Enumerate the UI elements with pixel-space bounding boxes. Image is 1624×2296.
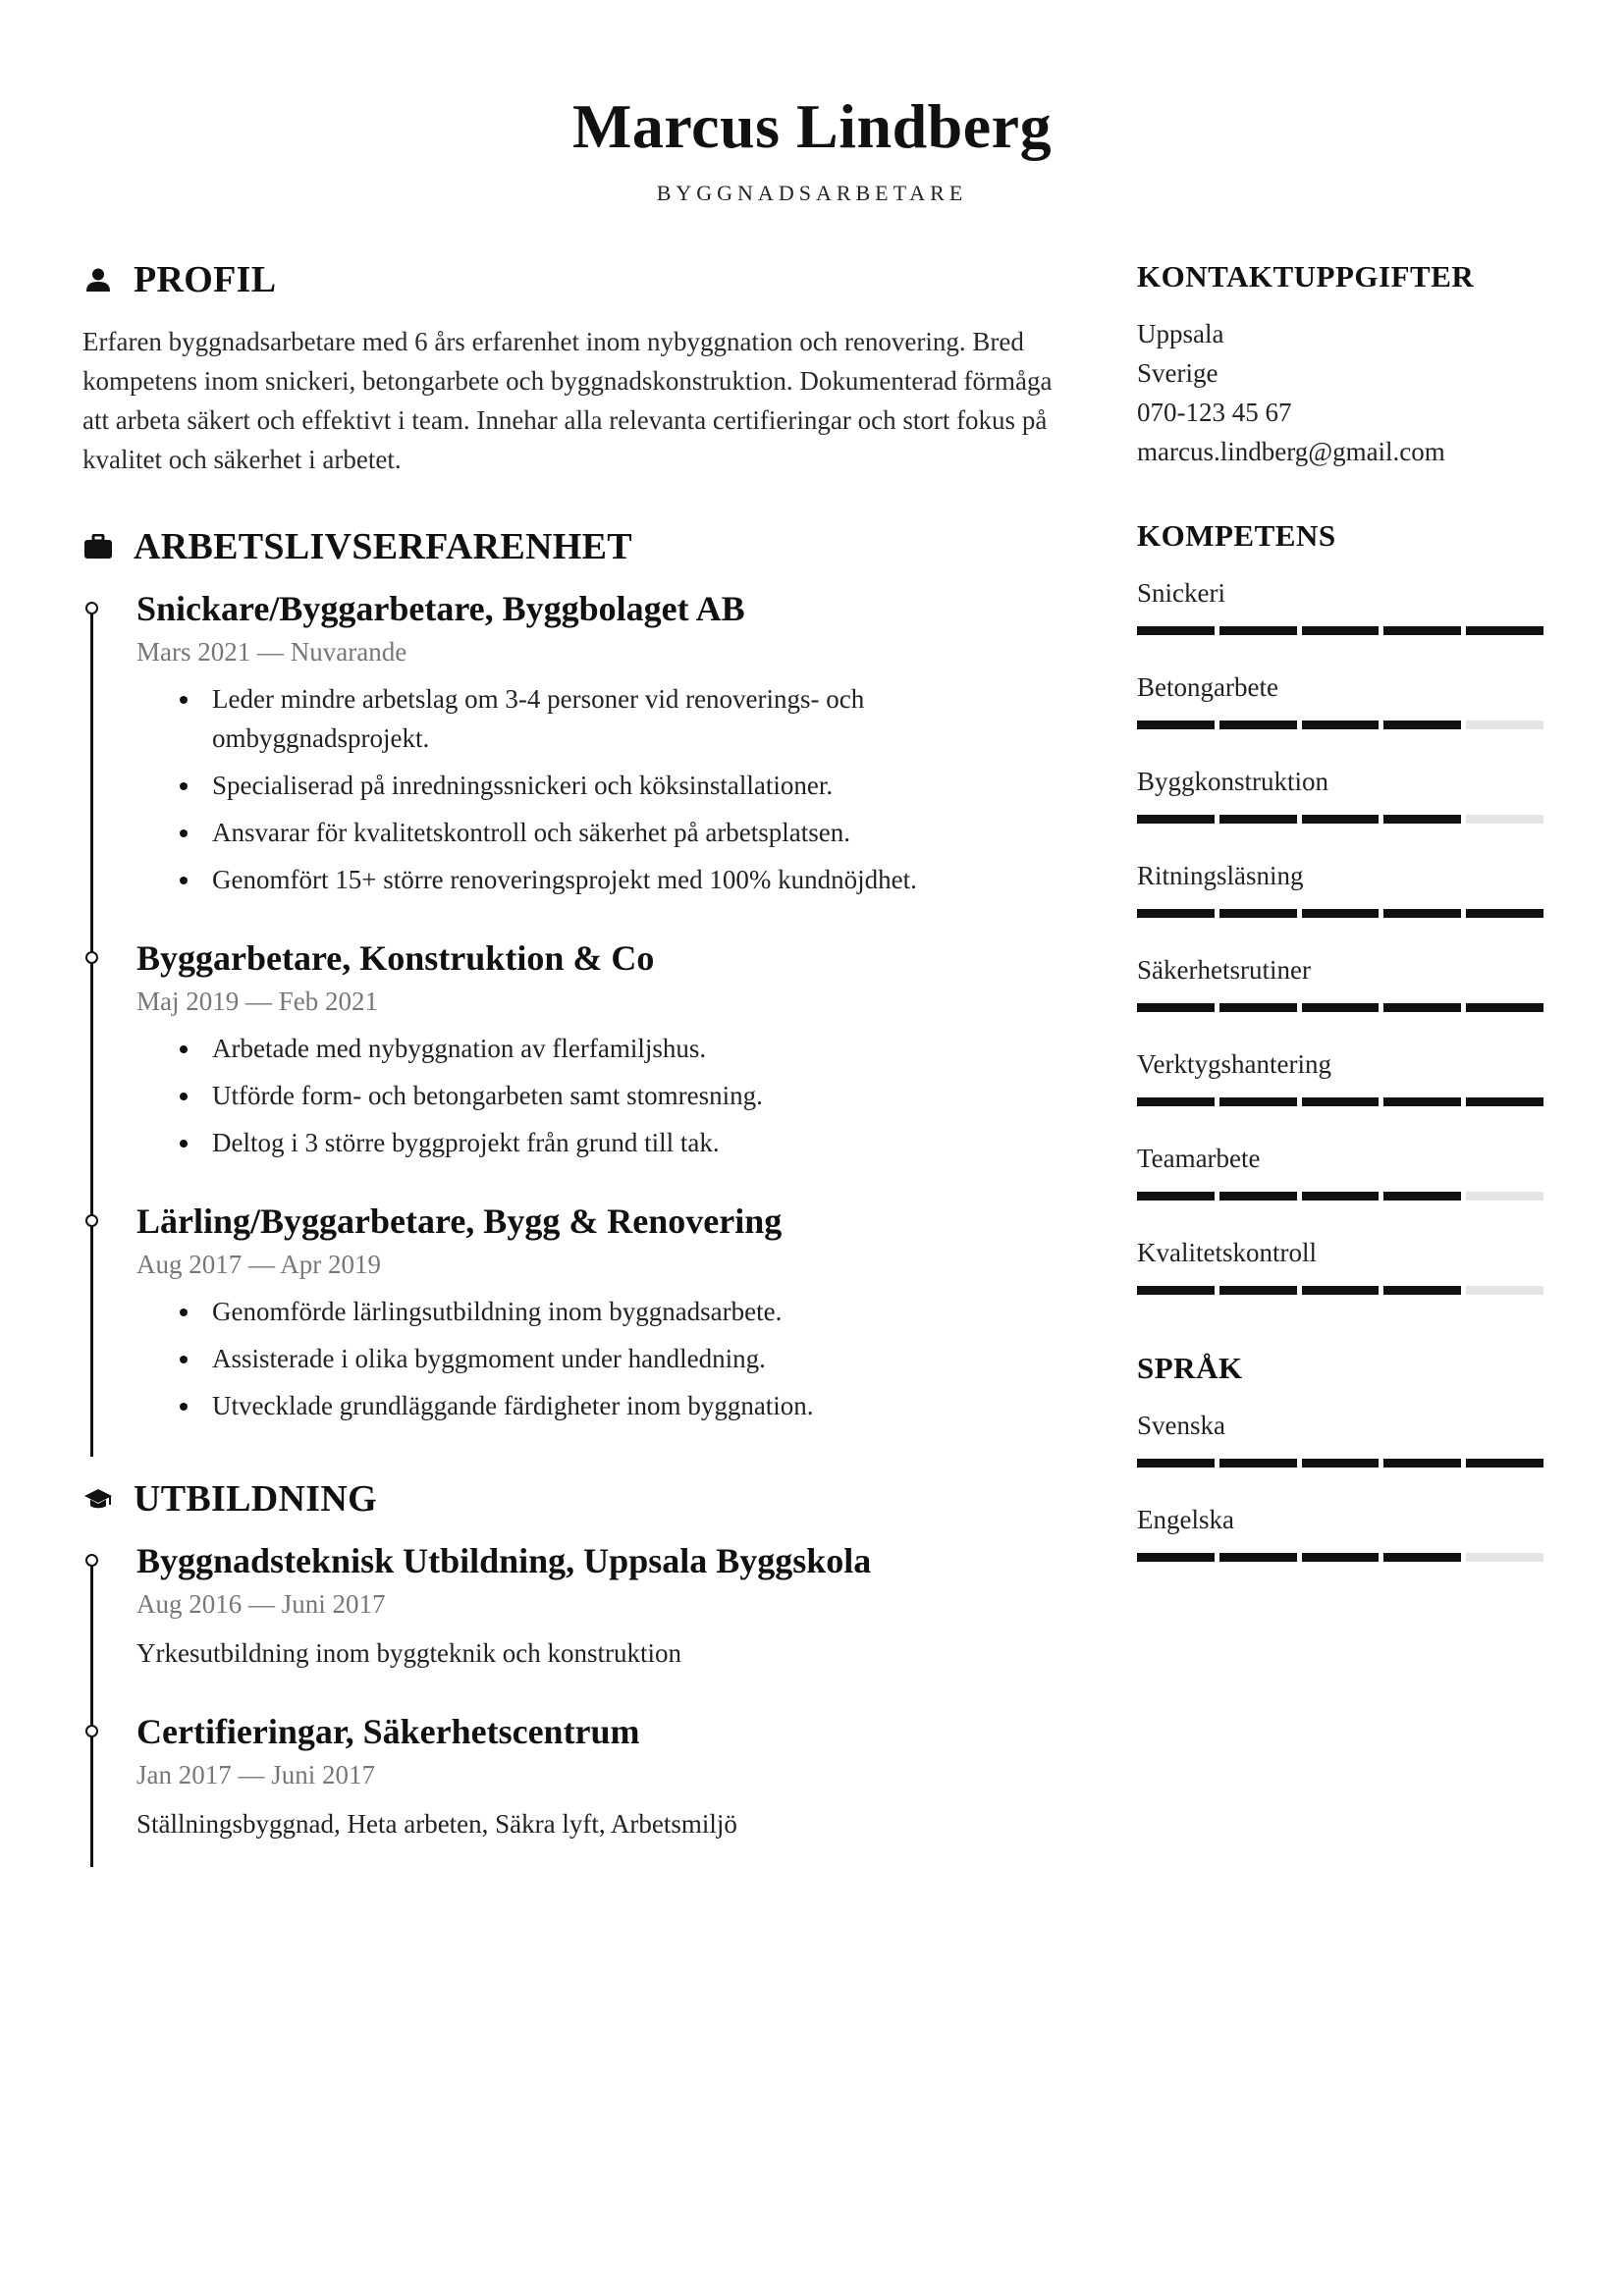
timeline-dot: [85, 602, 98, 614]
level-segment-filled: [1137, 1097, 1215, 1106]
level-segment-filled: [1383, 1553, 1461, 1562]
level-segment-filled: [1137, 1003, 1215, 1012]
level-segment-filled: [1383, 626, 1461, 635]
skill-level-bar: [1137, 1003, 1543, 1012]
job-bullet: Leder mindre arbetslag om 3-4 personer vid renoverings- och ombyggnadsprojekt.: [136, 679, 1076, 758]
level-segment-empty: [1466, 721, 1543, 729]
skill-level-bar: [1137, 1286, 1543, 1295]
level-segment-filled: [1219, 626, 1297, 635]
job-bullet: Ansvarar för kvalitetskontroll och säkerhet på arbetsplatsen.: [136, 813, 1076, 852]
contact-country: Sverige: [1137, 358, 1218, 388]
skill-item: [1137, 950, 1543, 1044]
job-bullet: Utvecklade grundläggande färdigheter inom byggnation.: [136, 1386, 1076, 1425]
education-entry: [82, 1710, 1055, 1867]
timeline-dot: [85, 951, 98, 964]
level-segment-filled: [1383, 1003, 1461, 1012]
job-entry: [82, 1200, 1055, 1457]
level-segment-filled: [1219, 1003, 1297, 1012]
skill-name: Säkerhetsrutiner: [1137, 955, 1311, 985]
level-segment-filled: [1466, 1097, 1543, 1106]
graduation-cap-icon: [82, 1483, 114, 1515]
contact-email: marcus.lindberg@gmail.com: [1137, 437, 1445, 466]
job-date: Mars 2021 — Nuvarande: [136, 637, 407, 667]
experience-heading-text: ARBETSLIVSERFARENHET: [134, 526, 632, 567]
person-icon: [82, 264, 114, 295]
level-segment-filled: [1302, 815, 1380, 824]
level-segment-filled: [1219, 1553, 1297, 1562]
education-heading-text: UTBILDNING: [134, 1478, 377, 1520]
experience-heading: [82, 524, 1055, 569]
job-bullet: Arbetade med nybyggnation av flerfamiljshus.: [136, 1029, 1076, 1068]
level-segment-filled: [1219, 1459, 1297, 1468]
experience-section: [82, 524, 1055, 1457]
skills-list: [1137, 573, 1543, 1327]
level-segment-filled: [1137, 1459, 1215, 1468]
contact-section: [1137, 257, 1543, 471]
job-bullets: [136, 1292, 1055, 1425]
level-segment-filled: [1219, 1097, 1297, 1106]
job-bullet: Assisterade i olika byggmoment under handledning.: [136, 1339, 1076, 1378]
skill-name: Betongarbete: [1137, 672, 1278, 702]
timeline-dot: [85, 1725, 98, 1737]
skill-name: Ritningsläsning: [1137, 861, 1304, 890]
education-desc: Yrkesutbildning inom byggteknik och konstruktion: [136, 1638, 681, 1668]
contact-city: Uppsala: [1137, 319, 1224, 348]
job-bullets: [136, 1029, 1055, 1162]
job-title: Byggarbetare, Konstruktion & Co: [136, 938, 655, 978]
main-column: [82, 257, 1055, 1867]
skill-item: [1137, 856, 1543, 950]
skills-section: [1137, 516, 1543, 1327]
skill-level-bar: [1137, 721, 1543, 729]
education-desc: Ställningsbyggnad, Heta arbeten, Säkra lyft, Arbetsmiljö: [136, 1809, 737, 1839]
level-segment-filled: [1219, 721, 1297, 729]
level-segment-filled: [1383, 1286, 1461, 1295]
level-segment-filled: [1466, 626, 1543, 635]
profile-section: [82, 257, 1055, 479]
skill-level-bar: [1137, 626, 1543, 635]
level-segment-filled: [1302, 909, 1380, 918]
candidate-name: Marcus Lindberg: [571, 91, 1053, 161]
level-segment-filled: [1137, 1286, 1215, 1295]
skill-level-bar: [1137, 909, 1543, 918]
level-segment-filled: [1137, 626, 1215, 635]
level-segment-filled: [1137, 909, 1215, 918]
education-title: Certifieringar, Säkerhetscentrum: [136, 1712, 640, 1751]
skill-name: Verktygshantering: [1137, 1049, 1331, 1079]
skill-name: Byggkonstruktion: [1137, 767, 1329, 796]
profile-heading: [82, 257, 1055, 302]
language-level-bar: [1137, 1459, 1543, 1468]
skills-heading: KOMPETENS: [1137, 518, 1336, 553]
skill-name: Teamarbete: [1137, 1144, 1261, 1173]
job-date: Maj 2019 — Feb 2021: [136, 987, 378, 1016]
level-segment-filled: [1302, 1553, 1380, 1562]
level-segment-filled: [1302, 626, 1380, 635]
level-segment-filled: [1383, 909, 1461, 918]
skill-item: [1137, 1233, 1543, 1327]
language-item: [1137, 1500, 1543, 1594]
level-segment-filled: [1383, 815, 1461, 824]
skill-level-bar: [1137, 815, 1543, 824]
education-date: Jan 2017 — Juni 2017: [136, 1760, 375, 1789]
level-segment-filled: [1383, 1459, 1461, 1468]
job-title: Lärling/Byggarbetare, Bygg & Renovering: [136, 1201, 783, 1241]
languages-list: [1137, 1406, 1543, 1594]
languages-heading: SPRÅK: [1137, 1351, 1243, 1385]
level-segment-filled: [1219, 1192, 1297, 1201]
level-segment-filled: [1219, 1286, 1297, 1295]
experience-timeline: [82, 587, 1055, 1457]
education-timeline: [82, 1539, 1055, 1867]
level-segment-filled: [1137, 1553, 1215, 1562]
level-segment-filled: [1219, 909, 1297, 918]
level-segment-empty: [1466, 1553, 1543, 1562]
skill-item: [1137, 667, 1543, 762]
language-name: Svenska: [1137, 1411, 1225, 1440]
languages-section: [1137, 1349, 1543, 1594]
level-segment-filled: [1302, 1286, 1380, 1295]
level-segment-filled: [1466, 1459, 1543, 1468]
profile-heading-text: PROFIL: [134, 259, 277, 300]
skill-name: Kvalitetskontroll: [1137, 1238, 1317, 1267]
skill-item: [1137, 1044, 1543, 1139]
education-date: Aug 2016 — Juni 2017: [136, 1589, 386, 1619]
level-segment-filled: [1137, 721, 1215, 729]
level-segment-empty: [1466, 1192, 1543, 1201]
level-segment-filled: [1466, 909, 1543, 918]
job-title: BYGGNADSARBETARE: [656, 181, 968, 205]
level-segment-filled: [1466, 1003, 1543, 1012]
level-segment-filled: [1137, 815, 1215, 824]
skill-name: Snickeri: [1137, 578, 1225, 608]
level-segment-filled: [1302, 1097, 1380, 1106]
language-item: [1137, 1406, 1543, 1500]
language-name: Engelska: [1137, 1505, 1234, 1534]
timeline-dot: [85, 1554, 98, 1567]
side-column: [1137, 257, 1543, 1594]
education-title: Byggnadsteknisk Utbildning, Uppsala Byggskola: [136, 1541, 872, 1580]
skill-level-bar: [1137, 1097, 1543, 1106]
level-segment-filled: [1302, 1003, 1380, 1012]
briefcase-icon: [82, 531, 114, 562]
level-segment-filled: [1219, 815, 1297, 824]
contact-phone: 070-123 45 67: [1137, 398, 1292, 427]
level-segment-filled: [1383, 1097, 1461, 1106]
skill-item: [1137, 762, 1543, 856]
job-bullet: Deltog i 3 större byggprojekt från grund till tak.: [136, 1123, 1076, 1162]
skill-item: [1137, 1139, 1543, 1233]
level-segment-filled: [1383, 721, 1461, 729]
level-segment-empty: [1466, 1286, 1543, 1295]
job-bullet: Genomfört 15+ större renoveringsprojekt med 100% kundnöjdhet.: [136, 860, 1076, 899]
job-bullets: [136, 679, 1055, 899]
timeline-dot: [85, 1214, 98, 1227]
job-entry: [82, 587, 1055, 899]
job-entry: [82, 936, 1055, 1162]
level-segment-filled: [1302, 1459, 1380, 1468]
job-bullet: Genomförde lärlingsutbildning inom byggnadsarbete.: [136, 1292, 1076, 1331]
level-segment-filled: [1302, 1192, 1380, 1201]
contact-heading: KONTAKTUPPGIFTER: [1137, 259, 1475, 294]
job-date: Aug 2017 — Apr 2019: [136, 1250, 381, 1279]
education-entry: [82, 1539, 1055, 1673]
level-segment-empty: [1466, 815, 1543, 824]
job-bullet: Specialiserad på inredningssnickeri och köksinstallationer.: [136, 766, 1076, 805]
skill-level-bar: [1137, 1192, 1543, 1201]
education-heading: [82, 1476, 1055, 1522]
language-level-bar: [1137, 1553, 1543, 1562]
skill-item: [1137, 573, 1543, 667]
level-segment-filled: [1137, 1192, 1215, 1201]
level-segment-filled: [1383, 1192, 1461, 1201]
job-bullet: Utförde form- och betongarbeten samt stomresning.: [136, 1076, 1076, 1115]
job-title: Snickare/Byggarbetare, Byggbolaget AB: [136, 589, 745, 628]
education-section: [82, 1476, 1055, 1867]
profile-text: Erfaren byggnadsarbetare med 6 års erfarenhet inom nybyggnation och renovering. Bred kompetens inom snickeri, betongarbete och byggnadskonstruktion. Dokumenterad förmåga att arbeta säkert och effektivt i team. Innehar alla relevanta certifieringar och stort fokus på kvalitet och säkerhet i arbetet.: [82, 327, 1053, 474]
level-segment-filled: [1302, 721, 1380, 729]
